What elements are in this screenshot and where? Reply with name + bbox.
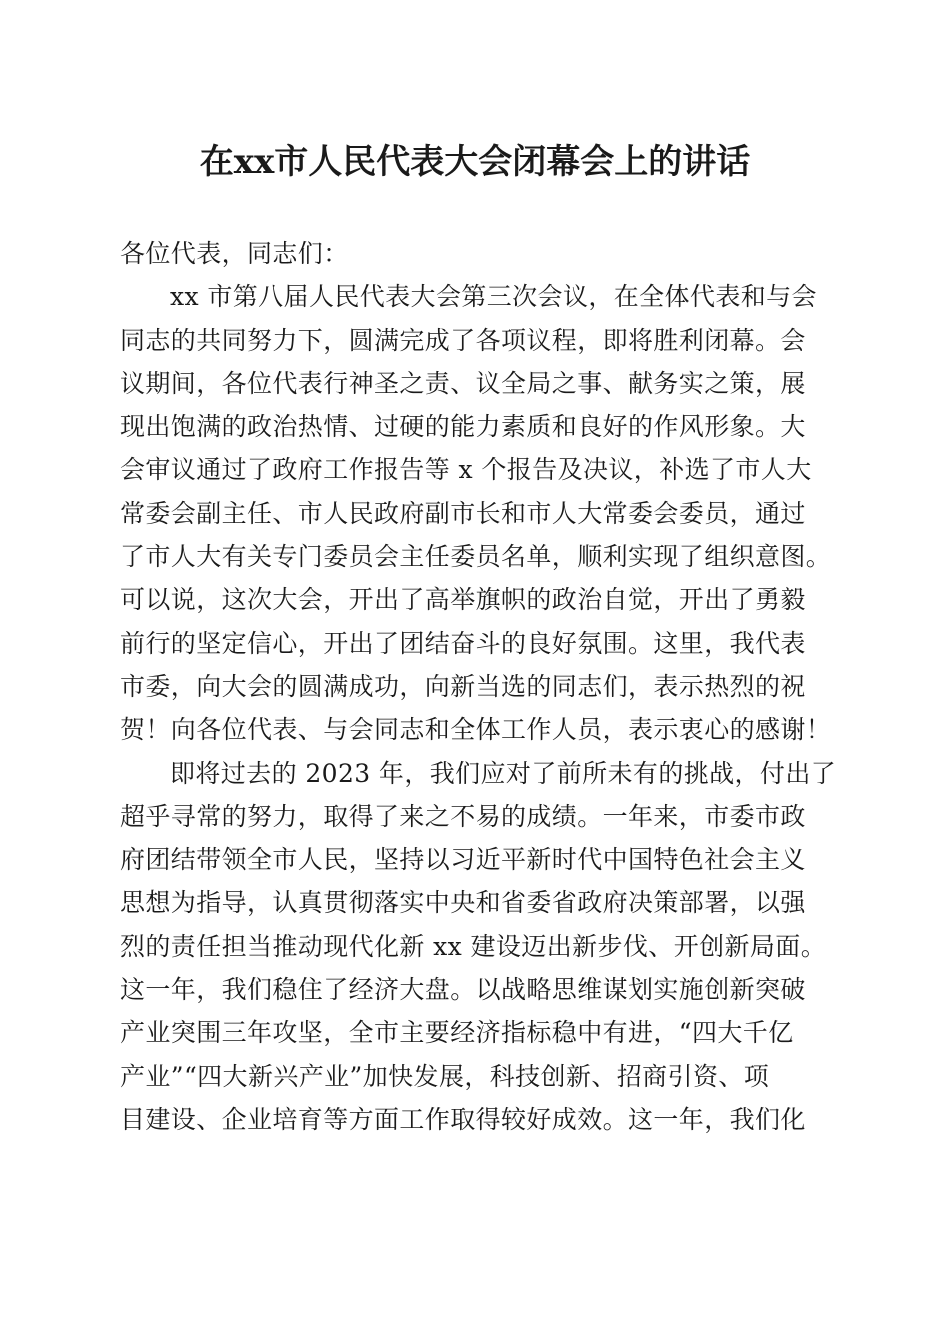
document-title: 在xx市人民代表大会闭幕会上的讲话 — [199, 142, 751, 182]
text-line: 府团结带领全市人民，坚持以习近平新时代中国特色社会主义 — [120, 845, 806, 875]
text-line: 可以说，这次大会，开出了高举旗帜的政治自觉，开出了勇毅 — [120, 585, 806, 615]
text-line: 现出饱满的政治热情、过硬的能力素质和良好的作风形象。大 — [120, 412, 806, 442]
text-line: 同志的共同努力下，圆满完成了各项议程，即将胜利闭幕。会 — [120, 325, 806, 355]
text-line: 这一年，我们稳住了经济大盘。以战略思维谋划实施创新突破 — [120, 975, 806, 1005]
text-line: 产业突围三年攻坚，全市主要经济指标稳中有进，“四大千亿 — [120, 1018, 794, 1048]
document-body — [120, 232, 837, 1141]
text-line: 超乎寻常的努力，取得了来之不易的成绩。一年来，市委市政 — [120, 801, 806, 831]
text-line: 议期间，各位代表行神圣之责、议全局之事、献务实之策，展 — [120, 368, 806, 398]
text-line: 产业”“四大新兴产业”加快发展，科技创新、招商引资、项 — [120, 1061, 770, 1091]
text-line: 市委，向大会的圆满成功，向新当选的同志们，表示热烈的祝 — [120, 671, 806, 701]
text-line: 常委会副主任、市人民政府副市长和市人大常委会委员，通过 — [120, 498, 806, 528]
text-line: 目建设、企业培育等方面工作取得较好成效。这一年，我们化 — [120, 1104, 806, 1134]
text-line: 各位代表，同志们： — [120, 239, 349, 268]
text-line: 会审议通过了政府工作报告等 x 个报告及决议，补选了市人大 — [120, 455, 812, 485]
text-line: 贺！向各位代表、与会同志和全体工作人员，表示衷心的感谢！ — [120, 715, 832, 745]
text-line: 即将过去的 2023 年，我们应对了前所未有的挑战，付出了 — [170, 758, 837, 788]
text-line: 前行的坚定信心，开出了团结奋斗的良好氛围。这里，我代表 — [120, 628, 806, 658]
text-line: 思想为指导，认真贯彻落实中央和省委省政府决策部署，以强 — [120, 888, 806, 918]
text-line: 了市人大有关专门委员会主任委员名单，顺利实现了组织意图。 — [120, 542, 832, 572]
text-line: xx 市第八届人民代表大会第三次会议，在全体代表和与会 — [170, 282, 817, 312]
text-line: 烈的责任担当推动现代化新 xx 建设迈出新步伐、开创新局面。 — [120, 931, 827, 961]
